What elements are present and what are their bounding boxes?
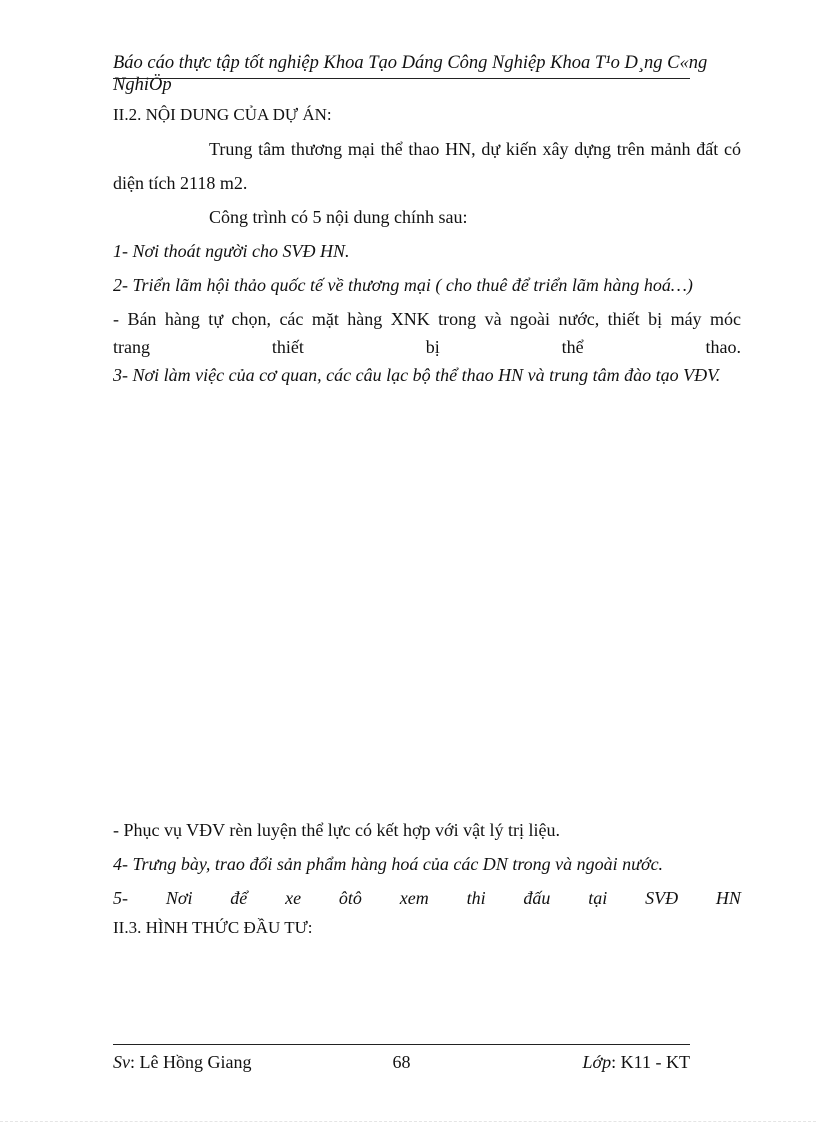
student-label: Sv <box>113 1052 130 1072</box>
list-item-3: 3- Nơi làm việc của cơ quan, các câu lạc bộ thể thao HN và trung tâm đào tạo VĐV. <box>113 365 721 385</box>
section-2-2 <box>113 98 741 393</box>
list-item-5 <box>113 881 741 915</box>
intro-paragraph: Trung tâm thương mại thể thao HN, dự kiến xây dựng trên mảnh đất có diện tích 2118 m2. <box>113 139 741 193</box>
word: xe <box>285 888 302 908</box>
header-rule <box>113 78 690 79</box>
sales-line: - Bán hàng tự chọn, các mặt hàng XNK trong và ngoài nước, thiết bị máy móc <box>113 309 741 329</box>
word: ôtô <box>338 888 362 908</box>
list-item-2: 2- Triển lãm hội thảo quốc tế về thương mại ( cho thuê để triển lãm hàng hoá…) <box>113 275 693 295</box>
list-item-1: 1- Nơi thoát người cho SVĐ HN. <box>113 241 350 261</box>
word: bị <box>425 337 440 357</box>
page-header <box>113 52 733 96</box>
page-number: 68 <box>392 1052 411 1072</box>
word: thể <box>561 337 584 357</box>
student-name <box>113 1050 251 1074</box>
word: HN <box>715 888 741 908</box>
class-value: : K11 - KT <box>611 1052 690 1072</box>
class-info <box>583 1050 690 1074</box>
word: để <box>230 888 248 908</box>
word: tại <box>588 888 608 908</box>
word: thi <box>466 888 486 908</box>
sales-line-continued <box>113 336 741 358</box>
header-line-2: NghiÖp <box>113 75 172 95</box>
word: 5- <box>113 888 128 908</box>
footer-rule <box>113 1044 690 1045</box>
word: đấu <box>523 888 551 908</box>
subintro-paragraph: Công trình có 5 nội dung chính sau: <box>209 207 468 227</box>
section-continued <box>113 813 741 941</box>
section-heading-2-3: II.3. HÌNH THỨC ĐẦU TƯ: <box>113 918 313 937</box>
page-footer <box>113 1050 690 1074</box>
page-edge-divider <box>0 1121 816 1122</box>
student-value: : Lê Hồng Giang <box>130 1052 252 1072</box>
word: xem <box>399 888 429 908</box>
section-heading: II.2. NỘI DUNG CỦA DỰ ÁN: <box>113 105 332 124</box>
word: trang <box>113 337 150 357</box>
service-line: - Phục vụ VĐV rèn luyện thể lực có kết hợp với vật lý trị liệu. <box>113 820 561 840</box>
word: thao. <box>705 337 741 357</box>
word: thiết <box>271 337 304 357</box>
list-item-4: 4- Trưng bày, trao đổi sản phẩm hàng hoá của các DN trong và ngoài nước. <box>113 854 664 874</box>
word: Nơi <box>165 888 193 908</box>
header-line-1: Báo cáo thực tập tốt nghiệp Khoa Tạo Dáng Công Nghiệp Khoa T¹o D¸ng C«ng <box>113 53 708 73</box>
class-label: Lớp <box>582 1052 612 1072</box>
word: SVĐ <box>645 888 679 908</box>
